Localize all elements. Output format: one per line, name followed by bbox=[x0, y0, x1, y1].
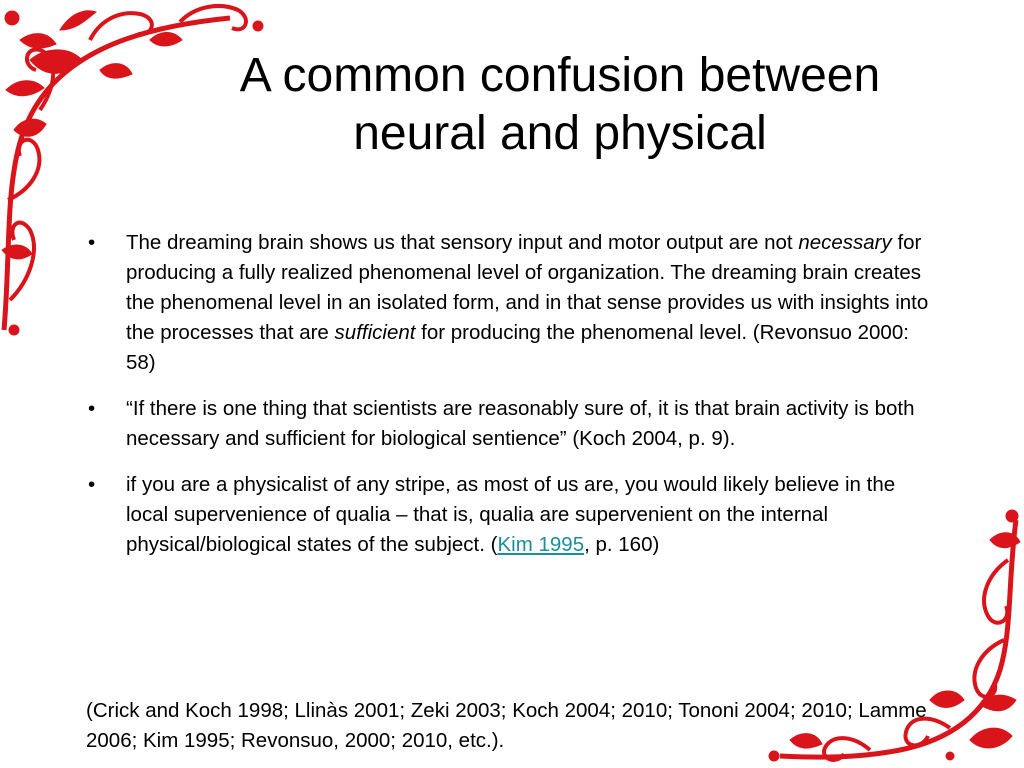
bullet-text bbox=[126, 470, 936, 560]
bullet-text bbox=[126, 228, 936, 378]
emphasis-necessary: necessary bbox=[798, 231, 892, 254]
bullet-item bbox=[86, 228, 936, 378]
kim-1995-link[interactable]: Kim 1995 bbox=[497, 533, 585, 556]
bullet-text-part: The dreaming brain shows us that sensory input and motor output are not bbox=[126, 231, 799, 254]
bullet-text-part: for producing the phenomenal level. (Revonsuo 2000: 58) bbox=[126, 321, 909, 374]
bullet-item bbox=[86, 470, 936, 560]
emphasis-sufficient: sufficient bbox=[334, 321, 416, 344]
bullet-marker: • bbox=[88, 231, 96, 254]
bullet-text: “If there is one thing that scientists are reasonably sure of, it is that brain activity is both necessary and sufficient for biological sentience” (Koch 2004, p. 9). bbox=[126, 397, 915, 450]
bullet-text-part: for producing a fully realized phenomenal level of organization. The dreaming brain creates the phenomenal level in an isolated form, and in that sense provides us with insights into the processes that are bbox=[126, 231, 929, 344]
bullet-text-part: if you are a physicalist of any stripe, as most of us are, you would likely believe in the local supervenience of qualia – that is, qualia are supervenient on the internal physical/biological states of the subject. ( bbox=[126, 473, 896, 556]
bullet-item bbox=[86, 394, 936, 454]
bullet-marker: • bbox=[88, 473, 96, 496]
title-line-1: A common confusion between bbox=[239, 49, 881, 102]
bullet-list bbox=[86, 228, 936, 576]
bullet-marker: • bbox=[88, 397, 96, 420]
slide-title bbox=[150, 47, 970, 163]
bullet-text-part: , p. 160) bbox=[584, 533, 660, 556]
title-line-2: neural and physical bbox=[353, 107, 767, 160]
references: (Crick and Koch 1998; Llinàs 2001; Zeki 2003; Koch 2004; 2010; Tononi 2004; 2010; Lamme 2006; Kim 1995; Revonsuo, 2000; 2010, etc.). bbox=[86, 699, 927, 752]
